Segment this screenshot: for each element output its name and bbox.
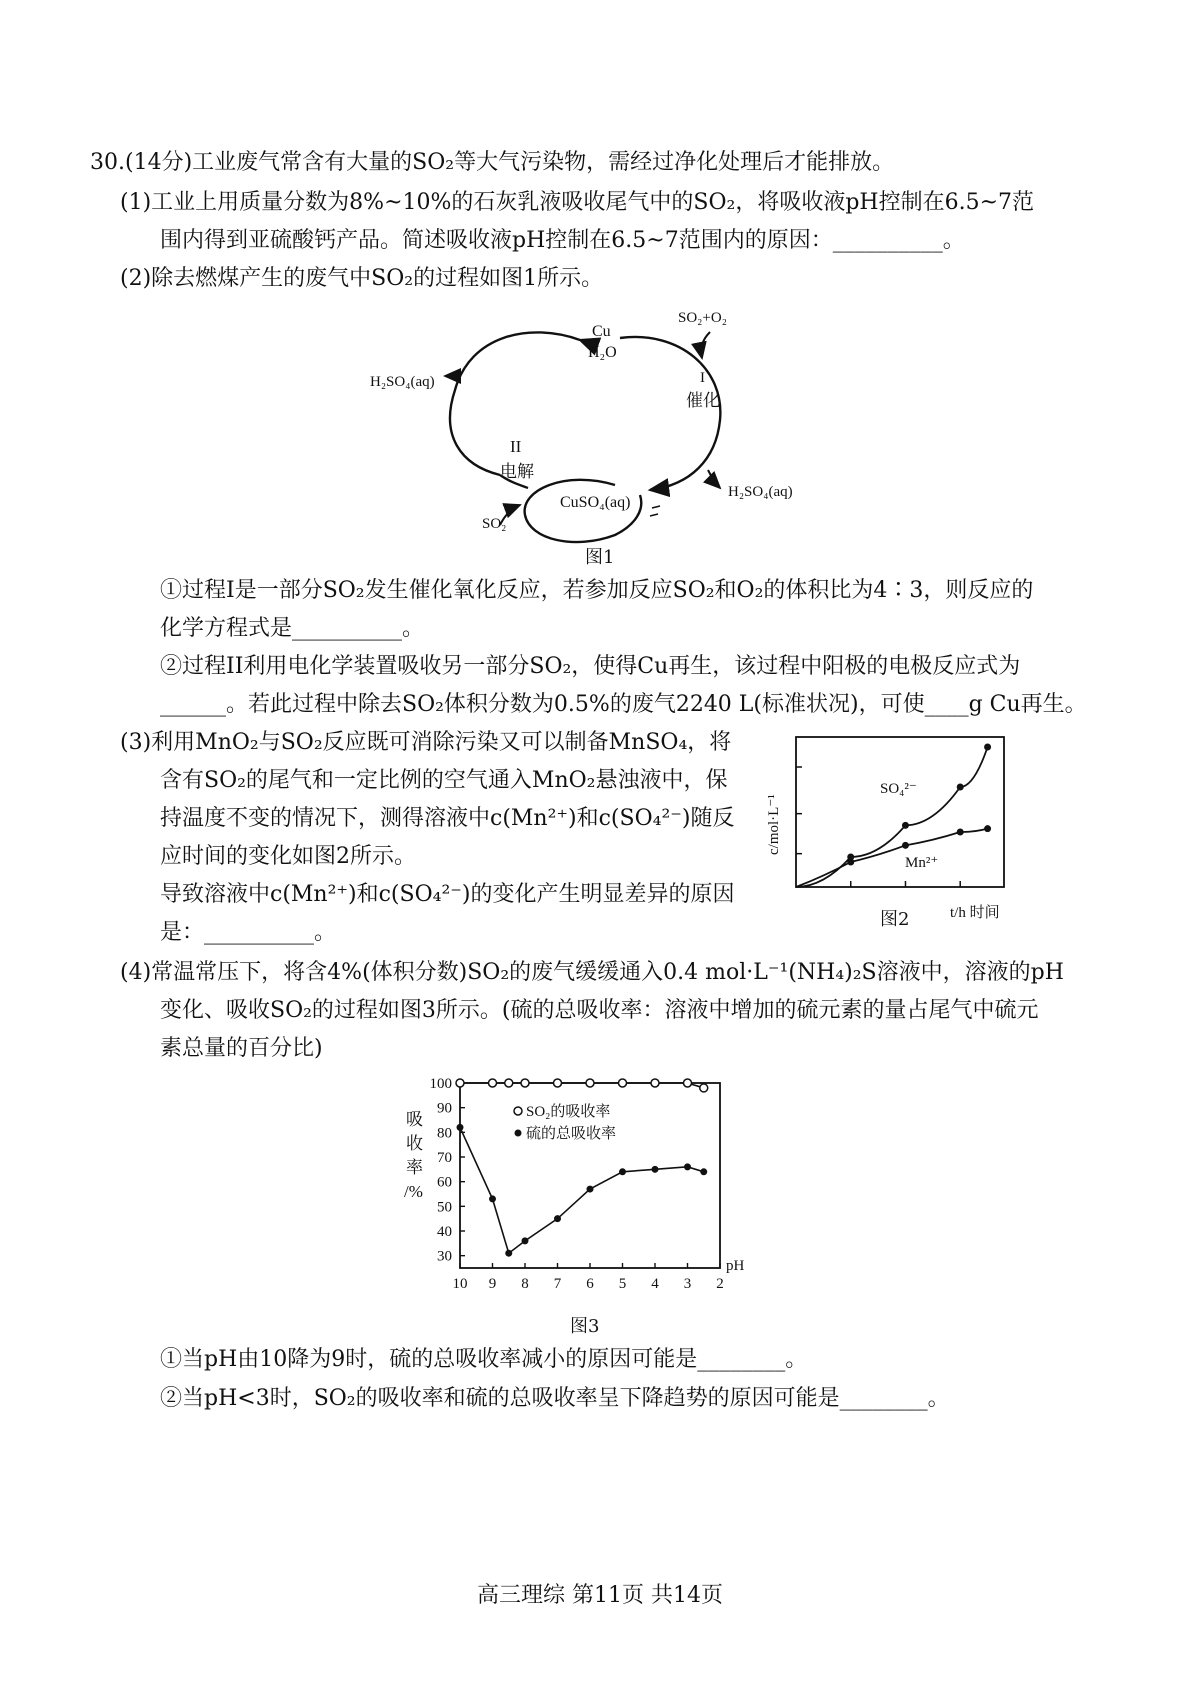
part2-q2-line2: ______。若此过程中除去SO₂体积分数为0.5%的废气2240 L(标准状况)，可使____g Cu再生。 [160,692,1087,717]
label-so2-bottom: SO₂ [482,516,507,532]
fig3-ylabel-3: 率 [406,1158,423,1177]
fig2-point-mn [984,825,991,832]
fig3-point-so2 [586,1079,594,1087]
fig3-x-tick-label: 9 [488,1276,497,1292]
fig3-y-tick-label: 90 [437,1100,452,1117]
fig3-point-s [522,1237,529,1244]
fig3-legend-s: 硫的总吸收率 [526,1126,617,1142]
fig3-point-s [505,1250,512,1257]
fig3-y-tick-label: 100 [429,1076,452,1092]
part4-line3: 素总量的百分比) [160,1036,323,1061]
fig3-x-tick-label: 8 [521,1276,529,1292]
fig2-xlabel: t/h 时间 [950,905,1000,921]
fig3-x-tick-label: 5 [618,1276,627,1292]
fig3-point-so2 [651,1079,659,1087]
fig3-point-so2 [456,1079,464,1087]
part1-line2: 围内得到亚硫酸钙产品。简述吸收液pH控制在6.5~7范围内的原因：__________。 [160,228,965,253]
fig3-point-so2 [700,1084,708,1092]
fig3-x-tick-label: 2 [716,1276,724,1292]
h2so4-left-arrow [445,376,460,380]
label-cu: Cu [592,323,611,340]
part3-line4: 应时间的变化如图2所示。 [160,844,416,869]
fig3-legend-so2: SO₂的吸收率 [526,1104,611,1120]
fig3-ylabel-2: 收 [406,1134,423,1153]
label-step2-name: 电解 [500,462,534,481]
fig3-x-tick-label: 10 [452,1276,468,1292]
fig3-point-so2 [489,1079,497,1087]
label-step1-num: I [700,370,705,386]
part4-line1: (4)常温常压下，将含4%(体积分数)SO₂的废气缓缓通入0.4 mol·L⁻¹(NH₄)₂S溶液中，溶液的pH [120,960,1064,985]
fig3-point-so2 [554,1079,562,1087]
fig3-point-so2 [505,1079,513,1087]
fig3-point-s [554,1215,561,1222]
fig2-point-mn [847,859,854,866]
fig3-point-s [587,1186,594,1193]
part4-q2: ②当pH<3时，SO₂的吸收率和硫的总吸收率呈下降趋势的原因可能是________。 [160,1386,950,1411]
fig3-x-tick-label: 4 [651,1276,659,1292]
part4-q1: ①当pH由10降为9时，硫的总吸收率减小的原因可能是________。 [160,1347,808,1372]
fig3-y-tick-label: 70 [437,1150,452,1166]
part3-line3: 持温度不变的情况下，测得溶液中c(Mn²⁺)和c(SO₄²⁻)随反 [160,806,735,831]
fig3-y-tick-label: 60 [437,1174,452,1191]
label-step2-num: II [510,437,522,456]
label-h2so4-left: H₂SO₄(aq) [370,374,435,390]
fig2-point-so4 [957,784,964,791]
fig3-legend-open-marker [514,1107,522,1115]
figure-3-caption: 图3 [570,1316,600,1337]
fig2-point-so4 [902,822,909,829]
figure-3-chart [400,1075,780,1305]
figure-1-cycle-diagram [360,300,820,570]
figure-2-caption: 图2 [880,909,910,930]
fig3-line-s [460,1127,704,1253]
question-title: 30.(14分)工业废气常含有大量的SO₂等大气污染物，需经过净化处理后才能排放。 [90,150,895,175]
fig3-ylabel-4: /% [404,1182,423,1201]
part3-line2: 含有SO₂的尾气和一定比例的空气通入MnO₂悬浊液中，保 [160,768,728,793]
fig3-point-so2 [684,1079,692,1087]
fig3-y-tick-label: 40 [437,1224,452,1240]
fig3-legend-filled-marker [515,1130,522,1137]
label-cuso4: CuSO₄(aq) [560,494,631,511]
fig2-point-mn [902,842,909,849]
part2-q1-line2: 化学方程式是__________。 [160,616,425,641]
fig3-x-tick-label: 7 [553,1276,562,1292]
part3-line1: (3)利用MnO₂与SO₂反应既可消除污染又可以制备MnSO₄，将 [120,730,732,755]
fig2-frame [796,737,1004,887]
part3-line5: 导致溶液中c(Mn²⁺)和c(SO₄²⁻)的变化产生明显差异的原因 [160,882,735,907]
fig3-point-s [457,1124,464,1131]
fig3-point-s [684,1163,691,1170]
label-so2-o2: SO₂+O₂ [678,310,727,326]
part3-line6: 是：__________。 [160,920,337,945]
figure-2-chart [760,735,1040,925]
cycle-arc-top-right [620,337,720,490]
fig2-ylabel: c/mol·L⁻¹ [766,794,782,855]
fig3-x-tick-label: 3 [683,1276,692,1292]
fig3-ylabel-1: 吸 [406,1110,423,1129]
so2o2-input-arrow [701,332,710,358]
label-h2so4-right: H₂SO₄(aq) [728,484,793,500]
fig3-point-s [619,1168,626,1175]
fig2-point-mn [957,829,964,836]
part2-q2-line1: ②过程II利用电化学装置吸收另一部分SO₂，使得Cu再生，该过程中阳极的电极反应式为 [160,654,1021,679]
fig3-x-tick-label: 6 [586,1276,594,1292]
page-footer: 高三理综 第11页 共14页 [477,1583,723,1608]
fig2-point-so4 [984,744,991,751]
h2so4-right-arrow [708,470,720,488]
fig3-point-s [489,1195,496,1202]
part4-line2: 变化、吸收SO₂的过程如图3所示。(硫的总吸收率：溶液中增加的硫元素的量占尾气中硫元 [160,998,1039,1023]
part1-line1: (1)工业上用质量分数为8%~10%的石灰乳液吸收尾气中的SO₂，将吸收液pH控制在6.5~7范 [120,190,1035,215]
fig2-series-mn-label: Mn²⁺ [905,855,939,871]
fig2-series-so4-label: SO₄²⁻ [880,781,917,797]
fig3-point-s [652,1166,659,1173]
fig3-xlabel: pH [726,1258,745,1274]
fig3-y-tick-label: 50 [437,1199,452,1216]
part2-q1-line1: ①过程I是一部分SO₂发生催化氧化反应，若参加反应SO₂和O₂的体积比为4∶3，则反应的 [160,578,1034,603]
fig3-y-tick-label: 30 [437,1248,452,1265]
fig3-y-tick-label: 80 [437,1125,452,1142]
fig2-line-so4 [796,747,988,887]
fig3-point-so2 [521,1079,529,1087]
part2-intro: (2)除去燃煤产生的废气中SO₂的过程如图1所示。 [120,266,604,291]
fig3-point-s [700,1168,707,1175]
label-step1-name: 催化 [686,391,720,410]
label-h2o: H₂O [588,344,617,361]
figure-1-caption: 图1 [585,547,615,568]
fig3-point-so2 [619,1079,627,1087]
